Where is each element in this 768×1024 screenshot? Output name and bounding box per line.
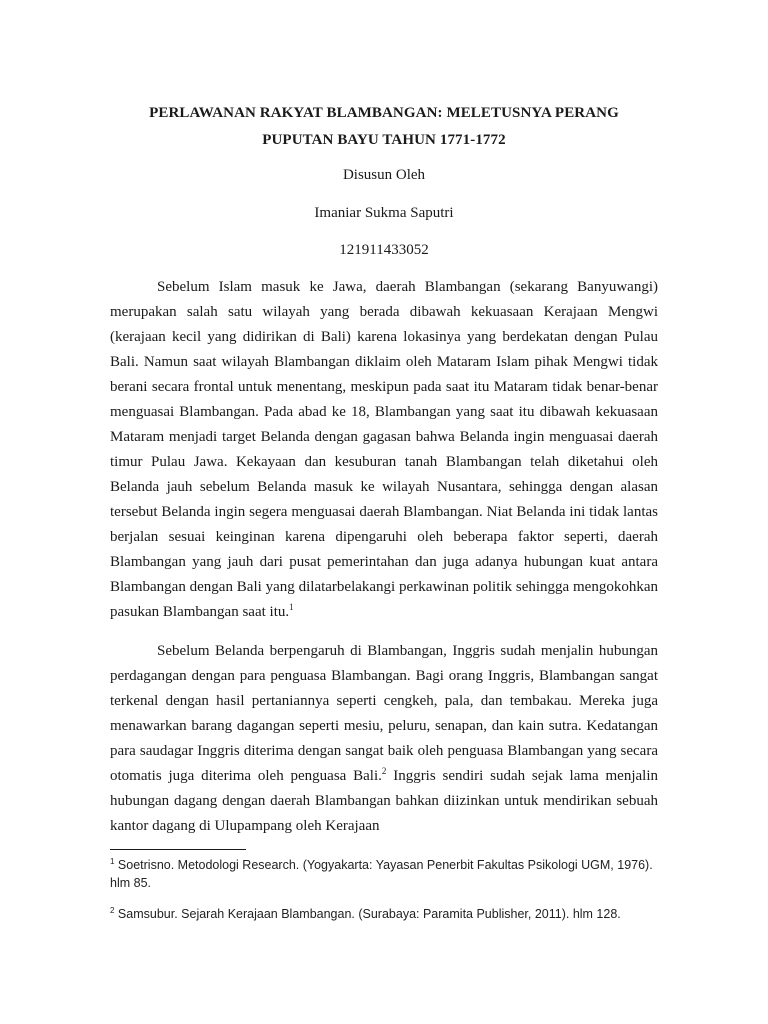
paragraph-1 [110, 275, 658, 625]
footnote-2-text: Samsubur. Sejarah Kerajaan Blambangan. (Surabaya: Paramita Publisher, 2011). hlm 128. [114, 907, 621, 921]
footnote-1-text: Soetrisno. Metodologi Research. (Yogyakarta: Yayasan Penerbit Fakultas Psikologi UGM, 1976). hlm 85. [110, 858, 653, 890]
paragraph-2-text-before: Sebelum Belanda berpengaruh di Blambangan, Inggris sudah menjalin hubungan perdagangan dengan para penguasa Blambangan. Bagi orang Inggris, Blambangan sangat terkenal dengan hasil pertaniannya seperti cengkeh, pala, dan tembakau. Mereka juga menawarkan barang dagangan seperti mesiu, peluru, senapan, dan kain sutra. Kedatangan para saudagar Inggris diterima dengan sangat baik oleh penguasa Blambangan yang secara otomatis juga diterima oleh penguasa Bali. [110, 643, 658, 784]
footnote-separator [110, 849, 246, 850]
footnote-2-marker: 2 [110, 905, 115, 915]
title-line-2: PUPUTAN BAYU TAHUN 1771-1772 [262, 132, 506, 148]
title-line-1: PERLAWANAN RAKYAT BLAMBANGAN: MELETUSNYA PERANG [149, 105, 619, 121]
footnote-ref-2[interactable]: 2 [381, 766, 387, 776]
paragraph-2 [110, 639, 658, 839]
footnote-ref-1[interactable]: 1 [289, 602, 294, 612]
student-id: 121911433052 [339, 242, 429, 258]
footnote-1-marker: 1 [110, 856, 115, 866]
document-title [110, 100, 658, 154]
paragraph-1-text: Sebelum Islam masuk ke Jawa, daerah Blambangan (sekarang Banyuwangi) merupakan salah satu wilayah yang berada dibawah kekuasaan Kerajaan Mengwi (kerajaan kecil yang didirikan di Bali) karena lokasinya yang berdekatan dengan Pulau Bali. Namun saat wilayah Blambangan diklaim oleh Mataram Islam pihak Mengwi tidak berani secara frontal untuk menentang, meskipun pada saat itu Mataram tidak benar-benar menguasai Blambangan. Pada abad ke 18, Blambangan yang saat itu dibawah kekuasaan Mataram menjadi target Belanda dengan gagasan bahwa Belanda ingin menguasai daerah timur Pulau Jawa. Kekayaan dan kesuburan tanah Blambangan telah diketahui oleh Belanda jauh sebelum Belanda masuk ke wilayah Nusantara, sehingga dengan alasan tersebut Belanda ingin segera menguasai daerah Blambangan. Niat Belanda ini tidak lantas berjalan sesuai keinginan karena dipengaruhi oleh beberapa faktor seperti, daerah Blambangan yang jauh dari pusat pemerintahan dan juga adanya hubungan kuat antara Blambangan dengan Bali yang dilatarbelakangi perkawinan politik sehingga mengokohkan pasukan Blambangan saat itu. [110, 279, 658, 620]
paragraph-2-text-after: Inggris sendiri sudah sejak lama menjalin hubungan dagang dengan daerah Blambangan bahkan diizinkan untuk mendirikan sebuah kantor dagang di Ulupampang oleh Kerajaan [110, 768, 658, 834]
footnote-2 [110, 905, 658, 923]
author-name: Imaniar Sukma Saputri [314, 205, 454, 221]
byline-label: Disusun Oleh [342, 167, 426, 183]
footnote-1 [110, 856, 658, 892]
